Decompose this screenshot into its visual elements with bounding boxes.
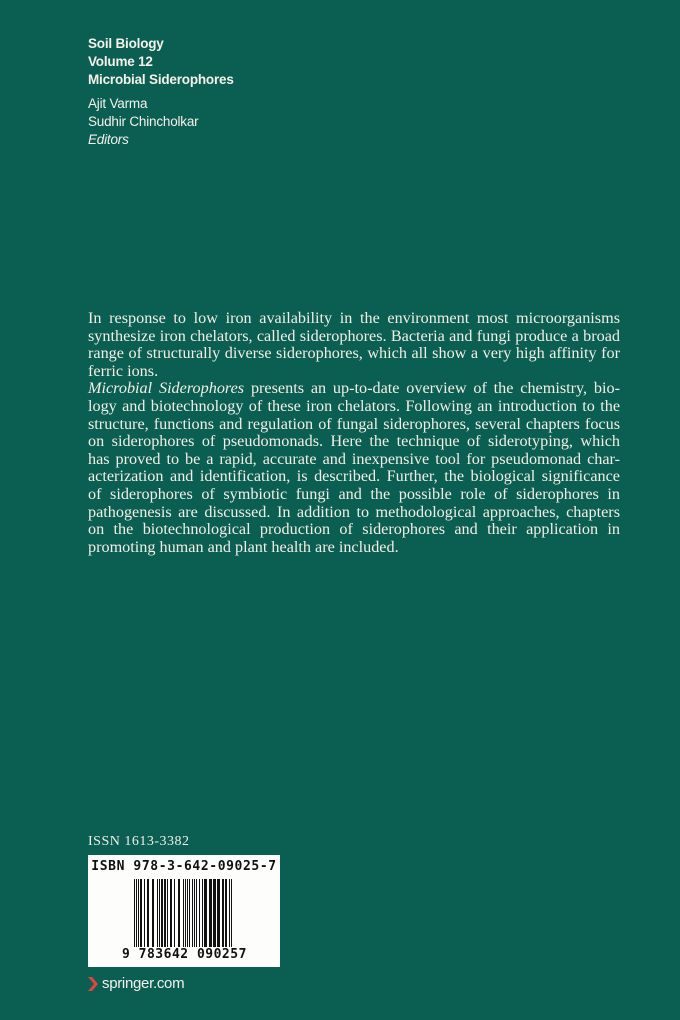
description-line: on siderophores of pseudomonads. Here the technique of siderotyping, which	[88, 432, 620, 451]
publisher-link[interactable]	[88, 975, 184, 992]
editors-block	[88, 95, 198, 149]
description-line: of siderophores of symbiotic fungi and the possible role of siderophores in	[88, 484, 620, 503]
description-line: ferric ions.	[88, 361, 159, 380]
description-line: In response to low iron availability in the environment most microorganisms	[88, 309, 620, 327]
editors-role: Editors	[88, 132, 129, 147]
editor-name: Sudhir Chincholkar	[88, 114, 199, 129]
issn-number: ISSN 1613-3382	[88, 834, 190, 849]
isbn-barcode	[88, 855, 280, 967]
description-line: on the biotechnological production of siderophores and their application in	[88, 520, 620, 539]
description-line: has proved to be a rapid, accurate and inexpensive tool for pseudomonad char-	[88, 449, 620, 468]
series-volume: Volume 12	[88, 54, 153, 69]
italic-book-title: Microbial Siderophores	[88, 379, 245, 398]
isbn-label: ISBN 978-3-642-09025-7	[91, 859, 277, 874]
series-info	[88, 35, 234, 89]
barcode-bars	[134, 879, 246, 953]
description-line: pathogenesis are discussed. In addition to methodological approaches, chapters	[88, 502, 620, 521]
barcode-bar	[231, 879, 232, 953]
series-title: Soil Biology	[88, 36, 164, 51]
chevron-right-icon	[88, 977, 98, 991]
editor-name: Ajit Varma	[88, 96, 148, 111]
description-line: promoting human and plant health are included.	[88, 537, 399, 556]
description-line: range of structurally diverse siderophores, which all show a very high affinity for	[88, 344, 620, 363]
description-line: synthesize iron chelators, called siderophores. Bacteria and fungi produce a broad	[88, 326, 620, 345]
description-line: logy and biotechnology of these iron chelators. Following an introduction to the	[88, 396, 620, 415]
description-line	[88, 380, 620, 398]
description-line: acterization and identification, is described. Further, the biological significance	[88, 467, 620, 486]
book-description	[88, 310, 620, 556]
ean-digits: 9 783642 090257	[122, 947, 247, 962]
description-line: structure, functions and regulation of fungal siderophores, several chapters focus	[88, 414, 620, 433]
publisher-url[interactable]: springer.com	[102, 975, 185, 992]
book-title: Microbial Siderophores	[88, 72, 234, 87]
description-line-text: presents an up-to-date overview of the chemistry, bio-	[250, 379, 620, 398]
